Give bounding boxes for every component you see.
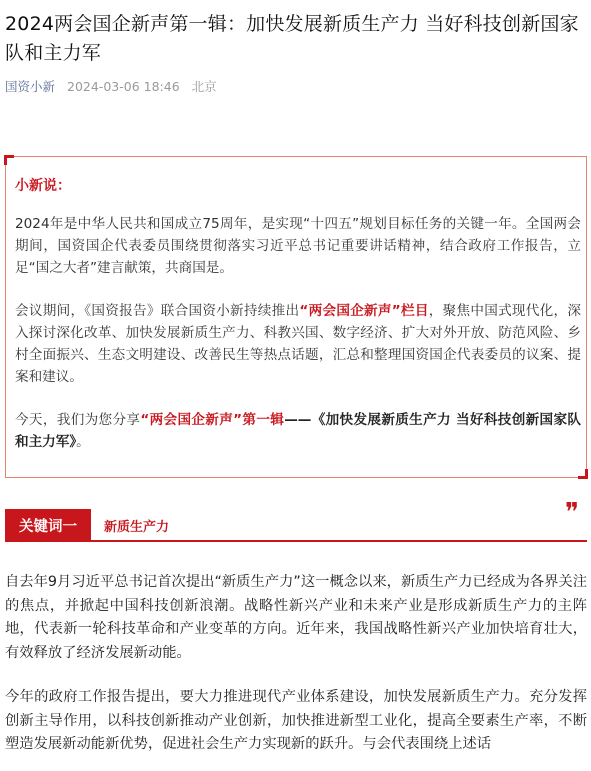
intro-paragraph-2 bbox=[15, 300, 581, 388]
publish-location: 北京 bbox=[191, 79, 217, 94]
keyword-tab: 关键词一 bbox=[5, 509, 91, 542]
body-paragraph-1: 自去年9月习近平总书记首次提出“新质生产力”这一概念以来，新质生产力已经成为各界关注的焦点，并掀起中国科技创新浪潮。战略性新兴产业和未来产业是形成新质生产力的主阵地，代表新一轮科技革命和产业变革的方向。近年来，我国战略性新兴产业加快培育壮大，有效释放了经济发展新动能。 bbox=[5, 574, 587, 661]
intro-paragraph-3 bbox=[15, 409, 581, 453]
intro-text: 会议期间，《国资报告》联合国资小新持续推出 bbox=[15, 303, 300, 319]
article-meta bbox=[5, 77, 217, 95]
topic-title-bold: ——《加快发展新质生产力 当好科技创新国家队和主力军》 bbox=[15, 412, 582, 450]
intro-text: 。 bbox=[76, 434, 90, 450]
keyword-title: 新质生产力 bbox=[104, 520, 170, 535]
corner-bracket-decoration bbox=[578, 469, 588, 479]
publish-date: 2024-03-06 18:46 bbox=[67, 79, 180, 94]
intro-paragraph-1: 2024年是中华人民共和国成立75周年，是实现“十四五”规划目标任务的关键一年。全国两会期间，国资国企代表委员围绕贯彻落实习近平总书记重要讲话精神，结合政府工作报告，立足“国之大者”建言献策，共商国是。 bbox=[15, 216, 581, 276]
column-name-highlight: “两会国企新声”栏目 bbox=[299, 303, 429, 319]
intro-box bbox=[5, 156, 587, 478]
quote-mark-icon: ❞ bbox=[565, 498, 579, 528]
body-paragraph-2: 今年的政府工作报告提出，要大力推进现代产业体系建设，加快发展新质生产力。充分发挥创新主导作用，以科技创新推动产业创新，加快推进新型工业化，提高全要素生产率，不断塑造发展新动能新优势，促进社会生产力实现新的跃升。与会代表围绕上述话 bbox=[5, 689, 587, 752]
corner-bracket-decoration bbox=[4, 155, 14, 165]
series-name-highlight: “两会国企新声”第一辑 bbox=[140, 412, 285, 428]
account-name-link[interactable]: 国资小新 bbox=[5, 79, 56, 94]
intro-label: 小新说： bbox=[15, 178, 71, 194]
keyword-underline bbox=[91, 540, 587, 542]
intro-text: 今天，我们为您分享 bbox=[15, 412, 141, 428]
article-title: 2024两会国企新声第一辑：加快发展新质生产力 当好科技创新国家队和主力军 bbox=[5, 13, 579, 64]
intro-text: ，聚焦中国式现代化，深入探讨深化改革、加快发展新质生产力、科教兴国、数字经济、扩大对外开放、防范风险、乡村全面振兴、生态文明建设、改善民生等热点话题，汇总和整理国资国企代表委员的议案、提案和建议。 bbox=[15, 303, 581, 385]
keyword-section-header bbox=[5, 498, 587, 542]
